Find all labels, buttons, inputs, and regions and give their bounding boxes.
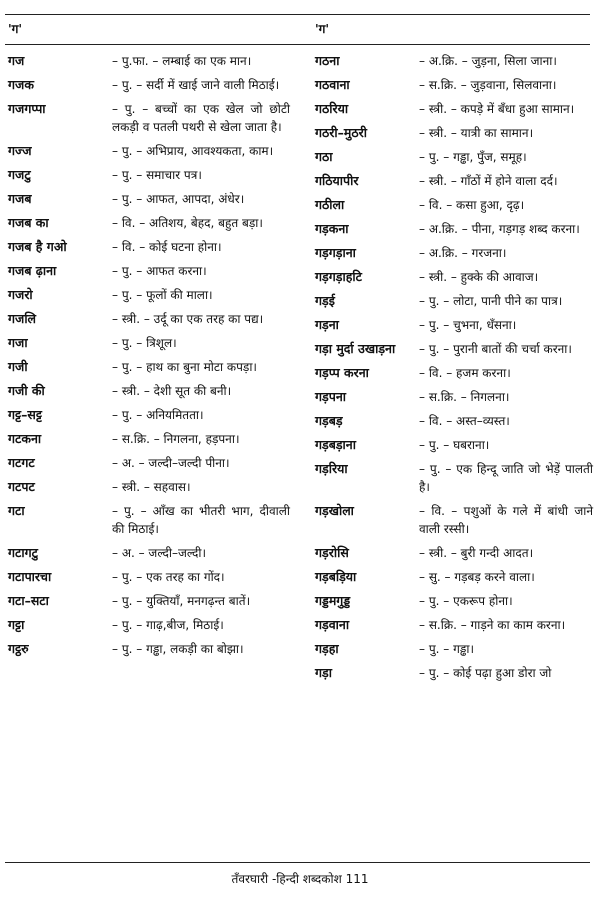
entry-word: गजब का bbox=[8, 215, 49, 230]
dictionary-entry bbox=[8, 544, 290, 562]
dictionary-entry bbox=[8, 358, 290, 376]
entry-word: गठा bbox=[315, 149, 333, 164]
dictionary-entry bbox=[315, 412, 593, 430]
entry-definition: – वि. – पशुओं के गले में बांधी जाने वाली रस्सी। bbox=[419, 504, 593, 536]
dictionary-entry bbox=[315, 100, 593, 118]
entry-definition: – स.क्रि. – जुड़वाना, सिलवाना। bbox=[419, 78, 557, 92]
dictionary-entry bbox=[8, 568, 290, 586]
entry-word: गजब ढ़ाना bbox=[8, 263, 57, 278]
entry-definition: – पु. – अनियमितता। bbox=[112, 408, 204, 422]
dictionary-entry bbox=[315, 196, 593, 214]
dictionary-entry bbox=[8, 142, 290, 160]
entry-definition: – पु. – सर्दी में खाई जाने वाली मिठाई। bbox=[112, 78, 280, 92]
entry-word: गठीला bbox=[315, 197, 345, 212]
entry-word: गड़वाना bbox=[315, 617, 350, 632]
dictionary-entry bbox=[315, 388, 593, 406]
entry-definition: – पु. – पुरानी बातों की चर्चा करना। bbox=[419, 342, 572, 356]
entry-word: गठियापीर bbox=[315, 173, 359, 188]
entry-word: गठरिया bbox=[315, 101, 349, 116]
entry-definition: – अ.क्रि. – जुड़ना, सिला जाना। bbox=[419, 54, 557, 68]
entry-definition: – पु. – घबराना। bbox=[419, 438, 490, 452]
dictionary-entry bbox=[8, 262, 290, 280]
entry-definition: – अ.क्रि. – गरजना। bbox=[419, 246, 507, 260]
entry-definition: – पु. – फूलों की माला। bbox=[112, 288, 213, 302]
dictionary-entry bbox=[315, 502, 593, 538]
dictionary-entry bbox=[8, 502, 290, 538]
entry-word: गड़ा मुर्दा उखाड़ना bbox=[315, 341, 396, 356]
entry-word: गड़प्प करना bbox=[315, 365, 369, 380]
dictionary-entry bbox=[315, 220, 593, 238]
dictionary-entry bbox=[8, 100, 290, 136]
entry-word: गठरी–मुठरी bbox=[315, 125, 367, 140]
entry-definition: – वि. – कोई घटना होना। bbox=[112, 240, 222, 254]
entry-word: गड़ई bbox=[315, 293, 335, 308]
entry-definition: – पु.फा. – लम्बाई का एक मान। bbox=[112, 54, 252, 68]
dictionary-entry bbox=[315, 592, 593, 610]
entry-definition: – सु. – गड़बड़ करने वाला। bbox=[419, 570, 535, 584]
dictionary-entry bbox=[8, 430, 290, 448]
entry-word: गटागटु bbox=[8, 545, 38, 560]
dictionary-entry bbox=[315, 76, 593, 94]
dictionary-entry bbox=[315, 124, 593, 142]
entry-definition: – पु. – बच्चों का एक खेल जो छोटी लकड़ी व पतली पथरी से खेला जाता है। bbox=[112, 102, 290, 134]
entry-definition: – पु. – अभिप्राय, आवश्यकता, काम। bbox=[112, 144, 274, 158]
dictionary-entry bbox=[315, 364, 593, 382]
entry-word: गड़ना bbox=[315, 317, 339, 332]
top-rule bbox=[5, 14, 590, 15]
entry-word: गटगट bbox=[8, 455, 35, 470]
entry-word: गट्ट–सट्ट bbox=[8, 407, 42, 422]
dictionary-entry bbox=[8, 238, 290, 256]
entry-word: गड़रोसि bbox=[315, 545, 349, 560]
entry-definition: – स्त्री. – देशी सूत की बनी। bbox=[112, 384, 232, 398]
dictionary-entry bbox=[8, 166, 290, 184]
dictionary-entry bbox=[315, 148, 593, 166]
page-footer: तँवरघारी -हिन्दी शब्दकोश 111 bbox=[231, 872, 369, 886]
header-rule bbox=[5, 44, 590, 45]
entry-word: गजरो bbox=[8, 287, 33, 302]
dictionary-entry bbox=[315, 340, 593, 358]
entry-word: गटकना bbox=[8, 431, 42, 446]
entry-definition: – पु. – लोटा, पानी पीने का पात्र। bbox=[419, 294, 563, 308]
entry-definition: – स्त्री. – कपड़े में बँधा हुआ सामान। bbox=[419, 102, 575, 116]
entry-definition: – पु. – गड्ढा, पुँज, समूह। bbox=[419, 150, 527, 164]
entry-definition: – स.क्रि. – निगलना, हड़पना। bbox=[112, 432, 240, 446]
dictionary-entry bbox=[315, 664, 593, 682]
entry-word: गड़बड़िया bbox=[315, 569, 357, 584]
entry-word: गड़गड़ाना bbox=[315, 245, 356, 260]
entry-definition: – पु. – हाथ का बुना मोटा कपड़ा। bbox=[112, 360, 257, 374]
entry-word: गड़ा bbox=[315, 665, 332, 680]
dictionary-entry bbox=[8, 382, 290, 400]
dictionary-entry bbox=[315, 244, 593, 262]
entry-definition: – अ. – जल्दी–जल्दी पीना। bbox=[112, 456, 230, 470]
entry-word: गड़खोला bbox=[315, 503, 354, 518]
entry-definition: – स्त्री. – उर्दू का एक तरह का पद्य। bbox=[112, 312, 264, 326]
bottom-rule bbox=[5, 862, 590, 863]
entry-definition: – वि. – अतिशय, बेहद, बहुत बड़ा। bbox=[112, 216, 263, 230]
entry-word: गट्टा bbox=[8, 617, 25, 632]
dictionary-entry bbox=[8, 454, 290, 472]
entry-definition: – पु. – कोई पढ़ा हुआ डोरा जो bbox=[419, 666, 552, 680]
entry-definition: – पु. – आफत, आपदा, अंधेर। bbox=[112, 192, 245, 206]
entry-word: गजटु bbox=[8, 167, 31, 182]
entry-word: गज bbox=[8, 53, 25, 68]
entry-word: गजक bbox=[8, 77, 34, 92]
entry-definition: – वि. – हजम करना। bbox=[419, 366, 511, 380]
entry-definition: – पु. – आँख का भीतरी भाग, दीवाली की मिठाई। bbox=[112, 504, 290, 536]
entry-word: गटापारचा bbox=[8, 569, 52, 584]
dictionary-entry bbox=[8, 334, 290, 352]
entry-definition: – अ. – जल्दी–जल्दी। bbox=[112, 546, 207, 560]
entry-word: गड़पना bbox=[315, 389, 347, 404]
entry-word: गटपट bbox=[8, 479, 35, 494]
entry-definition: – पु. – एकरूप होना। bbox=[419, 594, 513, 608]
entry-word: गजी की bbox=[8, 383, 45, 398]
entry-definition: – स्त्री. – हुक्के की आवाज। bbox=[419, 270, 539, 284]
entry-definition: – पु. – गड्ढा, लकड़ी का बोझा। bbox=[112, 642, 244, 656]
entry-word: गजब bbox=[8, 191, 32, 206]
entry-definition: – पु. – त्रिशूल। bbox=[112, 336, 177, 350]
dictionary-entry bbox=[8, 190, 290, 208]
dictionary-entry bbox=[315, 568, 593, 586]
entry-word: गड़बड़ाना bbox=[315, 437, 356, 452]
dictionary-entry bbox=[315, 292, 593, 310]
entry-word: गजा bbox=[8, 335, 28, 350]
dictionary-entry bbox=[8, 406, 290, 424]
dictionary-entry bbox=[8, 640, 290, 658]
left-column bbox=[8, 52, 290, 664]
dictionary-entry bbox=[8, 478, 290, 496]
entry-word: गड़हा bbox=[315, 641, 339, 656]
entry-definition: – स.क्रि. – निगलना। bbox=[419, 390, 510, 404]
entry-definition: – स्त्री. – सहवास। bbox=[112, 480, 191, 494]
entry-definition: – पु. – गाढ़,बीज, मिठाई। bbox=[112, 618, 224, 632]
entry-word: गजगप्पा bbox=[8, 101, 46, 116]
dictionary-entry bbox=[315, 544, 593, 562]
entry-word: गड्डमगुड्ड bbox=[315, 593, 351, 608]
dictionary-entry bbox=[315, 640, 593, 658]
entry-definition: – वि. – कसा हुआ, दृढ़। bbox=[419, 198, 525, 212]
right-column bbox=[315, 52, 593, 688]
dictionary-entry bbox=[315, 436, 593, 454]
right-column-letter: 'ग' bbox=[315, 22, 330, 36]
entry-word: गजब है गओ bbox=[8, 239, 67, 254]
entry-definition: – पु. – चुभना, धँसना। bbox=[419, 318, 517, 332]
entry-definition: – अ.क्रि. – पीना, गड़गड़ शब्द करना। bbox=[419, 222, 580, 236]
dictionary-entry bbox=[315, 268, 593, 286]
entry-word: गड़कना bbox=[315, 221, 349, 236]
dictionary-entry bbox=[315, 460, 593, 496]
dictionary-entry bbox=[315, 172, 593, 190]
dictionary-entry bbox=[8, 286, 290, 304]
dictionary-entry bbox=[8, 310, 290, 328]
dictionary-entry bbox=[315, 52, 593, 70]
dictionary-entry bbox=[8, 52, 290, 70]
dictionary-entry bbox=[8, 592, 290, 610]
entry-word: गजी bbox=[8, 359, 28, 374]
entry-definition: – स्त्री. – बुरी गन्दी आदत। bbox=[419, 546, 534, 560]
entry-definition: – पु. – एक हिन्दू जाति जो भेड़ें पालती है। bbox=[419, 462, 593, 494]
entry-definition: – स्त्री. – यात्री का सामान। bbox=[419, 126, 534, 140]
entry-word: गटा bbox=[8, 503, 25, 518]
entry-definition: – पु. – आफत करना। bbox=[112, 264, 207, 278]
entry-definition: – पु. – युक्तियाँ, मनगढ़न्त बातें। bbox=[112, 594, 251, 608]
entry-word: गठवाना bbox=[315, 77, 350, 92]
entry-word: गट्ठरु bbox=[8, 641, 29, 656]
dictionary-entry bbox=[315, 316, 593, 334]
entry-word: गड़बड़ bbox=[315, 413, 343, 428]
entry-definition: – पु. – गड्ढा। bbox=[419, 642, 474, 656]
entry-definition: – पु. – एक तरह का गोंद। bbox=[112, 570, 225, 584]
left-column-letter: 'ग' bbox=[8, 22, 23, 36]
entry-definition: – स्त्री. – गाँठों में होने वाला दर्द। bbox=[419, 174, 558, 188]
entry-word: गजलि bbox=[8, 311, 37, 326]
entry-definition: – स.क्रि. – गाड़ने का काम करना। bbox=[419, 618, 566, 632]
dictionary-entry bbox=[8, 214, 290, 232]
entry-definition: – पु. – समाचार पत्र। bbox=[112, 168, 202, 182]
entry-word: गड़रिया bbox=[315, 461, 348, 476]
dictionary-entry bbox=[8, 616, 290, 634]
entry-word: गठना bbox=[315, 53, 340, 68]
entry-word: गज्ज bbox=[8, 143, 32, 158]
entry-word: गटा–सटा bbox=[8, 593, 49, 608]
entry-word: गड़गड़ाहटि bbox=[315, 269, 362, 284]
dictionary-entry bbox=[8, 76, 290, 94]
dictionary-entry bbox=[315, 616, 593, 634]
entry-definition: – वि. – अस्त–व्यस्त। bbox=[419, 414, 510, 428]
